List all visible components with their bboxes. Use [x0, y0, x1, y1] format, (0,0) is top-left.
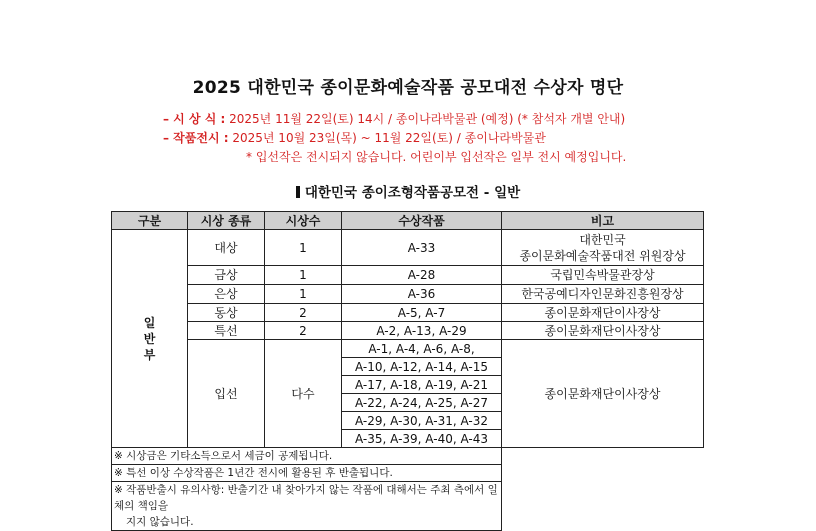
footnote: ※ 특선 이상 수상작품은 1년간 전시에 활용된 후 반출됩니다. — [112, 465, 502, 482]
ceremony-info — [163, 110, 625, 127]
award-note: 종이문화재단이사장상 — [502, 322, 704, 340]
award-works: A-10, A-12, A-14, A-15 — [342, 358, 502, 376]
award-works: A-17, A-18, A-19, A-21 — [342, 376, 502, 394]
award-type: 금상 — [188, 266, 265, 285]
header-note: 비고 — [502, 212, 704, 230]
award-count: 1 — [265, 230, 342, 266]
exhibit-note: * 입선작은 전시되지 않습니다. 어린이부 입선작은 일부 전시 예정입니다. — [246, 150, 627, 164]
footnote-row — [112, 448, 704, 465]
table-row — [112, 322, 704, 340]
table-row — [112, 230, 704, 266]
header-count: 시상수 — [265, 212, 342, 230]
award-works: A-2, A-13, A-29 — [342, 322, 502, 340]
page-title: 2025 대한민국 종이문화예술작품 공모대전 수상자 명단 — [192, 78, 624, 98]
award-count: 1 — [265, 266, 342, 285]
award-works: A-29, A-30, A-31, A-32 — [342, 412, 502, 430]
award-works: A-28 — [342, 266, 502, 285]
group-char: 일 — [143, 315, 156, 330]
footnote-row — [112, 482, 704, 531]
section-bullet-icon — [296, 186, 300, 198]
group-cell — [112, 230, 188, 448]
table-row — [112, 266, 704, 285]
section-title — [0, 181, 816, 201]
exhibit-info — [163, 129, 546, 146]
award-table — [111, 211, 704, 531]
award-works: A-22, A-24, A-25, A-27 — [342, 394, 502, 412]
award-type: 입선 — [188, 340, 265, 448]
award-works: A-5, A-7 — [342, 304, 502, 322]
exhibit-label: – 작품전시 : — [163, 131, 229, 145]
group-char: 반 — [143, 331, 156, 346]
ceremony-label: – 시 상 식 : — [163, 112, 226, 126]
table-row — [112, 285, 704, 304]
award-note — [502, 230, 704, 266]
header-type: 시상 종류 — [188, 212, 265, 230]
table-row — [112, 340, 704, 358]
award-works: A-1, A-4, A-6, A-8, — [342, 340, 502, 358]
award-type: 대상 — [188, 230, 265, 266]
award-note: 종이문화재단이사장상 — [502, 340, 704, 448]
footnote — [112, 482, 502, 531]
footnote-line: 지지 않습니다. — [126, 516, 194, 528]
award-type: 은상 — [188, 285, 265, 304]
group-char: 부 — [143, 347, 156, 362]
footnote-line: ※ 작품반출시 유의사항: 반출기간 내 찾아가지 않는 작품에 대해서는 주최 측에서 일체의 책임을 — [114, 484, 498, 512]
award-note: 종이문화재단이사장상 — [502, 304, 704, 322]
header-works: 수상작품 — [342, 212, 502, 230]
award-note: 국립민속박물관장상 — [502, 266, 704, 285]
award-note-line: 대한민국 — [579, 232, 626, 247]
award-works: A-35, A-39, A-40, A-43 — [342, 430, 502, 448]
award-type: 동상 — [188, 304, 265, 322]
award-count: 1 — [265, 285, 342, 304]
footnote-row — [112, 465, 704, 482]
exhibit-text: 2025년 10월 23일(목) ~ 11월 22일(토) / 종이나라박물관 — [232, 131, 546, 145]
award-count: 2 — [265, 322, 342, 340]
table-row — [112, 304, 704, 322]
award-type: 특선 — [188, 322, 265, 340]
award-works: A-33 — [342, 230, 502, 266]
section-title-text: 대한민국 종이조형작품공모전 - 일반 — [304, 185, 521, 201]
award-note: 한국공예디자인문화진흥원장상 — [502, 285, 704, 304]
award-count: 2 — [265, 304, 342, 322]
award-works: A-36 — [342, 285, 502, 304]
award-note-line: 종이문화예술작품대전 위원장상 — [519, 248, 686, 263]
header-group: 구분 — [112, 212, 188, 230]
award-count: 다수 — [265, 340, 342, 448]
table-header-row — [112, 212, 704, 230]
footnote: ※ 시상금은 기타소득으로서 세금이 공제됩니다. — [112, 448, 502, 465]
ceremony-text: 2025년 11월 22일(토) 14시 / 종이나라박물관 (예정) (* 참석자 개별 안내) — [229, 112, 626, 126]
